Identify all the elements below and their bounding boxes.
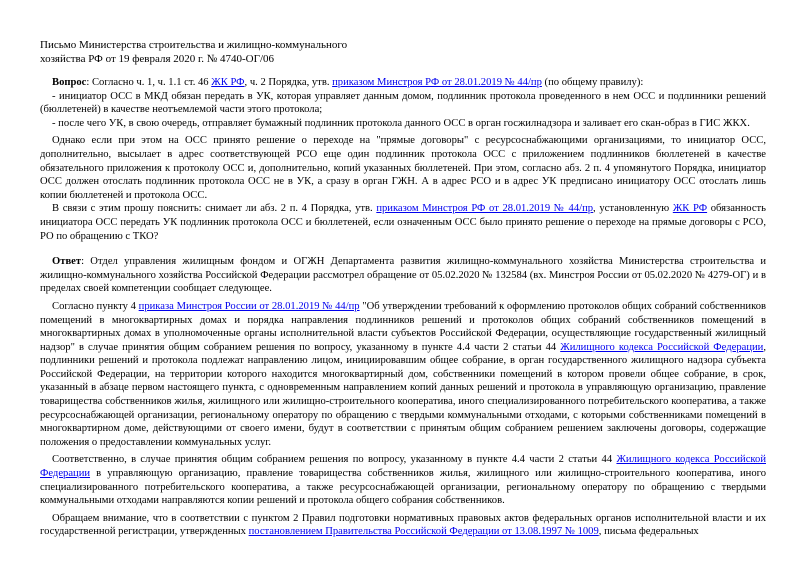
question-paragraph-4: Однако если при этом на ОСС принято решение о переходе на "прямые договоры" с ресурсоснабжающими организациями, то инициатор ОСС, дополнительно, высылает в адрес соответствующей РСО еще один подлинник протокола ОСС с приложением подлинников бюллетеней в качестве обязательного приложения к протоколу ОСС и, дополнительно, копий указанных бюллетеней. При этом, согласно абз. 2 п. 4 упомянутого Порядка, инициатор ОСС должен отослать подлинник протокола ОСС не в УК, а сразу в орган ГЖН. А в адрес РСО и в адрес УК предписано инициатору ОСС отослать лишь копии бюллетеней и протокола ОСС. [40, 135, 766, 201]
question-label: Вопрос [52, 77, 87, 88]
answer-paragraph-3: Соответственно, в случае принятия общим собранием решения по вопросу, указанному в пункте 4.4 части 2 статьи 44 Жилищного кодекса Российской Федерации в управляющую организацию, правление товарищества собственников жилья, жилищного или жилищно-строительного кооператива, иного специализированного потребительского кооператива, а также ресурсоснабжающей организации, региональному оператору по обращению с твердыми коммунальными отходами направляются копии решений и протокола общего собрания собственников. [40, 454, 766, 507]
link-housing-code-2[interactable]: Жилищного кодекса Российской Федерации [40, 454, 766, 480]
document-body [40, 76, 766, 539]
answer-label: Ответ [52, 256, 82, 268]
question-paragraph-1: Вопрос: Согласно ч. 1, ч. 1.1 ст. 46 ЖК РФ, ч. 2 Порядка, утв. приказом Минстроя РФ от 28.01.2019 № 44/пр (по общему правилу): [52, 77, 644, 88]
link-minstroy-order-2[interactable]: приказом Минстроя РФ от 28.01.2019 № 44/пр [376, 203, 594, 215]
answer-paragraph-4: Обращаем внимание, что в соответствии с пунктом 2 Правил подготовки нормативных правовых актов федеральных органов исполнительной власти и их государственной регистрации, утвержденных постановлением Правительства Российской Федерации от 13.08.1997 № 1009, письма федеральных [40, 512, 766, 538]
link-zhk-rf[interactable]: ЖК РФ [211, 77, 245, 88]
answer-paragraph-2: Согласно пункту 4 приказа Минстроя России от 28.01.2019 № 44/пр "Об утверждении требований к оформлению протоколов общих собраний собственников помещений в многоквартирных домах и порядка направления подлинников решений и протоколов общих собраний собственников помещений в многоквартирных домах в уполномоченные органы исполнительной власти субъектов Российской Федерации, осуществляющие государственный жилищный надзор" в случае принятия общим собранием решения по вопросу, указанному в пункте 4.4 части 2 статьи 44 Жилищного кодекса Российской Федерации, подлинники решений и протокола подлежат направлению лицом, инициировавшим общее собрание, в орган государственного жилищного надзора субъекта Российской Федерации, на территории которого находится многоквартирный дом, собственники помещений в котором провели общее собрание, в срок, указанный в абзаце первом настоящего пункта, с одновременным направлением копий данных решений и протокола в управляющую организацию, правление товарищества собственников жилья, жилищного или жилищно-строительного кооператива, иного специализированного потребительского кооператива, а также ресурсоснабжающей организации, региональному оператору по обращению с твердыми коммунальными отходами, с которыми собственниками помещений в многоквартирном доме, действующими от своего имени, будут в соответствии с принятым общим собранием решением заключены договоры, содержащие положения о предоставлении коммунальных услуг. [40, 300, 767, 448]
link-zhk-rf-2[interactable]: ЖК РФ [672, 203, 708, 215]
document-title [40, 38, 460, 66]
link-minstroy-order[interactable]: приказом Минстроя РФ от 28.01.2019 № 44/пр [332, 77, 542, 88]
title-line-1: Письмо Министерства строительства и жилищно-коммунального [40, 39, 348, 51]
question-paragraph-5: В связи с этим прошу пояснить: снимает ли абз. 2 п. 4 Порядка, утв. приказом Минстроя РФ от 28.01.2019 № 44/пр, установленную ЖК РФ обязанность инициатора ОСС передать УК подлинник протокола ОСС и бюллетеней, если означенным ОСС было принято решение о переходе на прямые договоры с РСО, РО по обращению с ТКО? [40, 203, 766, 242]
title-line-2: хозяйства РФ от 19 февраля 2020 г. № 4740-ОГ/06 [40, 53, 275, 65]
link-minstroy-order-3[interactable]: приказа Минстроя России от 28.01.2019 № 44/пр [138, 300, 360, 312]
answer-paragraph-1: Ответ: Отдел управления жилищным фондом и ОГЖН Департамента развития жилищно-коммунального хозяйства Министерства строительства и жилищно-коммунального хозяйства Российской Федерации рассмотрел обращение от 05.02.2020 № 132584 (вх. Минстроя России от 05.02.2020 № 4279-ОГ) и в пределах своей компетенции сообщает следующее. [40, 256, 766, 295]
question-paragraph-2: - инициатор ОСС в МКД обязан передать в УК, которая управляет данным домом, подлинник протокола проведенного в нем ОСС и подлинники решений (бюллетеней) в качестве неотъемлемой части этого протокола; [40, 90, 766, 116]
link-housing-code[interactable]: Жилищного кодекса Российской Федерации [560, 341, 764, 353]
question-paragraph-3: - после чего УК, в свою очередь, отправляет бумажный подлинник протокола данного ОСС в орган госжилнадзора и заливает его скан-образ в ГИС ЖКХ. [52, 117, 750, 129]
link-government-decree[interactable]: постановлением Правительства Российской Федерации от 13.08.1997 № 1009 [248, 526, 599, 538]
